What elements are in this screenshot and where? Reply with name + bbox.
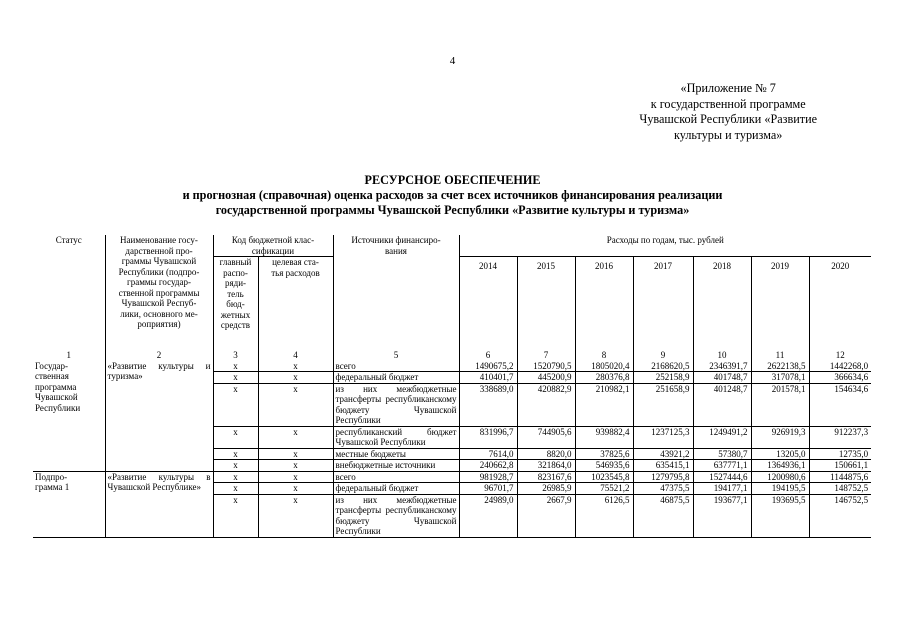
header-code-line: сификации: [251, 245, 295, 256]
row-value: 43921,2: [633, 448, 693, 460]
row-main-manager: x: [213, 426, 258, 448]
header-main-manager: [213, 257, 258, 351]
column-number: 1: [66, 350, 71, 360]
row-main-manager: x: [213, 460, 258, 472]
row-main-manager: x: [213, 383, 258, 426]
row-value: 2168620,5: [633, 361, 693, 372]
row-value: 240662,8: [459, 460, 517, 472]
table-row: [33, 471, 871, 483]
row-value: 420882,9: [517, 383, 575, 426]
row-value: 47375,5: [633, 483, 693, 495]
row-value: 46875,5: [633, 494, 693, 537]
header-name-line: Республики (подпро-: [118, 266, 200, 277]
header-name-line: Чувашской Респуб-: [121, 298, 197, 308]
row-value: 1023545,8: [575, 471, 633, 483]
appendix-line: культуры и туризма»: [674, 127, 783, 142]
header-source: [333, 235, 459, 350]
header-name-line: граммы Чувашской: [121, 256, 197, 266]
row-value: 154634,6: [809, 383, 871, 426]
header-year: 2019: [751, 257, 809, 351]
row-value: 150661,1: [809, 460, 871, 472]
row-target-article: x: [258, 471, 333, 483]
row-status-line: Республики: [35, 402, 81, 413]
header-main-line: главный: [219, 257, 252, 267]
header-expenses: Расходы по годам, тыс. рублей: [459, 235, 871, 257]
row-value: 1364936,1: [751, 460, 809, 472]
row-target-article: x: [258, 361, 333, 372]
row-value: 1200980,6: [751, 471, 809, 483]
header-main-line: тель: [227, 288, 244, 299]
row-value: 7614,0: [459, 448, 517, 460]
appendix-line: Чувашской Республики «Развитие: [639, 112, 817, 126]
column-number: 4: [258, 350, 333, 361]
row-value: 366634,6: [809, 372, 871, 384]
header-main-line: распо-: [223, 267, 248, 278]
row-value: 981928,7: [459, 471, 517, 483]
row-value: 1249491,2: [693, 426, 751, 448]
row-value: 1144875,6: [809, 471, 871, 483]
row-value: 148752,5: [809, 483, 871, 495]
title-line: и прогнозная (справочная) оценка расходов за счет всех источников финансирования реализации: [182, 188, 723, 202]
row-value: 1490675,2: [459, 361, 517, 372]
row-target-article: x: [258, 483, 333, 495]
row-value: 12735,0: [809, 448, 871, 460]
row-value: 321864,0: [517, 460, 575, 472]
row-status-line: ственная: [35, 371, 69, 381]
column-number: 7: [517, 350, 575, 361]
header-name: [105, 235, 213, 350]
row-value: 317078,1: [751, 372, 809, 384]
row-value: 926919,3: [751, 426, 809, 448]
row-status: [33, 361, 105, 472]
appendix-line: «Приложение № 7: [680, 81, 776, 95]
row-status-line: Государ-: [35, 360, 69, 371]
row-value: 26985,9: [517, 483, 575, 495]
row-value: 193695,5: [751, 494, 809, 537]
row-target-article: x: [258, 426, 333, 448]
header-year: 2016: [575, 257, 633, 351]
row-main-manager: x: [213, 483, 258, 495]
row-value: 1279795,8: [633, 471, 693, 483]
header-source-line: вания: [385, 245, 407, 256]
row-value: 744905,6: [517, 426, 575, 448]
row-source: внебюджетные источники: [333, 460, 459, 472]
header-name-line: лики, основного ме-: [120, 308, 198, 319]
row-main-manager: x: [213, 448, 258, 460]
column-number: 12: [809, 350, 871, 361]
table-row: [33, 361, 871, 372]
row-status-line: грамма 1: [35, 482, 70, 492]
row-main-manager: x: [213, 372, 258, 384]
header-year: 2017: [633, 257, 693, 351]
header-name-line: граммы государ-: [127, 277, 191, 287]
row-target-article: x: [258, 494, 333, 537]
page-number: 4: [449, 55, 456, 67]
row-value: 831996,7: [459, 426, 517, 448]
row-value: 251658,9: [633, 383, 693, 426]
row-value: 6126,5: [575, 494, 633, 537]
header-main-line: бюд-: [226, 299, 245, 309]
row-value: 24989,0: [459, 494, 517, 537]
title-line: РЕСУРСНОЕ ОБЕСПЕЧЕНИЕ: [364, 173, 541, 187]
row-value: 96701,7: [459, 483, 517, 495]
header-year: 2014: [459, 257, 517, 351]
row-value: 201578,1: [751, 383, 809, 426]
resource-table: [33, 235, 871, 538]
row-value: 939882,4: [575, 426, 633, 448]
header-name-line: роприятия): [137, 319, 181, 329]
row-source: местные бюджеты: [333, 448, 459, 460]
header-status: Статус: [55, 235, 82, 245]
header-target-line: тья расходов: [271, 267, 320, 278]
header-target-article: [258, 257, 333, 351]
header-year: 2015: [517, 257, 575, 351]
row-value: 637771,1: [693, 460, 751, 472]
row-value: 1442268,0: [809, 361, 871, 372]
column-number: 2: [105, 350, 213, 361]
header-name-line: Наименование госу-: [120, 235, 198, 245]
header-year: 2020: [809, 257, 871, 351]
row-value: 194195,5: [751, 483, 809, 495]
row-value: 193677,1: [693, 494, 751, 537]
row-name: «Развитие культуры в Чувашской Республике»: [105, 471, 213, 537]
row-value: 13205,0: [751, 448, 809, 460]
appendix-line: к государственной программе: [650, 96, 806, 111]
column-number: 8: [575, 350, 633, 361]
row-status-line: Подпро-: [35, 471, 68, 482]
header-main-line: жетных: [220, 309, 251, 320]
row-target-article: x: [258, 448, 333, 460]
row-target-article: x: [258, 460, 333, 472]
header-source-line: Источники финансиро-: [351, 235, 441, 245]
row-name: «Развитие культуры и туризма»: [105, 361, 213, 472]
row-value: 57380,7: [693, 448, 751, 460]
header-code: [213, 235, 333, 257]
column-number: 3: [213, 350, 258, 361]
row-source: республиканский бюджет Чувашской Республики: [333, 426, 459, 448]
row-source: из них межбюджетные трансферты республиканскому бюджету Чувашской Республики: [333, 494, 459, 537]
row-value: 8820,0: [517, 448, 575, 460]
row-value: 401748,7: [693, 372, 751, 384]
row-value: 823167,6: [517, 471, 575, 483]
row-source: федеральный бюджет: [333, 483, 459, 495]
row-value: 546935,6: [575, 460, 633, 472]
header-main-line: ряди-: [224, 278, 247, 288]
row-value: 210982,1: [575, 383, 633, 426]
row-value: 75521,2: [575, 483, 633, 495]
row-status-line: программа: [35, 381, 77, 392]
row-main-manager: x: [213, 494, 258, 537]
row-value: 1527444,6: [693, 471, 751, 483]
header-code-line: Код бюджетной клас-: [231, 235, 315, 245]
row-value: 912237,3: [809, 426, 871, 448]
row-value: 1237125,3: [633, 426, 693, 448]
row-status: [33, 471, 105, 537]
row-value: 252158,9: [633, 372, 693, 384]
row-value: 2622138,5: [751, 361, 809, 372]
row-value: 1520790,5: [517, 361, 575, 372]
column-number: 5: [333, 350, 459, 361]
row-value: 194177,1: [693, 483, 751, 495]
row-value: 445200,9: [517, 372, 575, 384]
row-value: 146752,5: [809, 494, 871, 537]
column-number: 6: [459, 350, 517, 361]
header-target-line: целевая ста-: [272, 257, 319, 267]
row-value: 410401,7: [459, 372, 517, 384]
row-target-article: x: [258, 372, 333, 384]
document-title: [0, 173, 905, 218]
row-value: 2346391,7: [693, 361, 751, 372]
row-value: 338689,0: [459, 383, 517, 426]
row-value: 635415,1: [633, 460, 693, 472]
row-value: 401248,7: [693, 383, 751, 426]
row-value: 280376,8: [575, 372, 633, 384]
header-main-line: средств: [220, 320, 251, 330]
row-target-article: x: [258, 383, 333, 426]
appendix-caption: [639, 81, 817, 143]
row-value: 1805020,4: [575, 361, 633, 372]
header-name-line: дарственной про-: [125, 245, 193, 256]
column-number: 9: [633, 350, 693, 361]
row-source: из них межбюджетные трансферты республиканскому бюджету Чувашской Республики: [333, 383, 459, 426]
header-year: 2018: [693, 257, 751, 351]
header-name-line: ственной программы: [118, 287, 200, 298]
row-source: всего: [333, 471, 459, 483]
row-value: 2667,9: [517, 494, 575, 537]
column-number: 10: [693, 350, 751, 361]
row-main-manager: x: [213, 471, 258, 483]
row-main-manager: x: [213, 361, 258, 372]
row-source: федеральный бюджет: [333, 372, 459, 384]
column-number: 11: [751, 350, 809, 361]
row-source: всего: [333, 361, 459, 372]
row-status-line: Чувашской: [35, 392, 78, 402]
title-line: государственной программы Чувашской Республики «Развитие культуры и туризма»: [215, 203, 690, 217]
row-value: 37825,6: [575, 448, 633, 460]
